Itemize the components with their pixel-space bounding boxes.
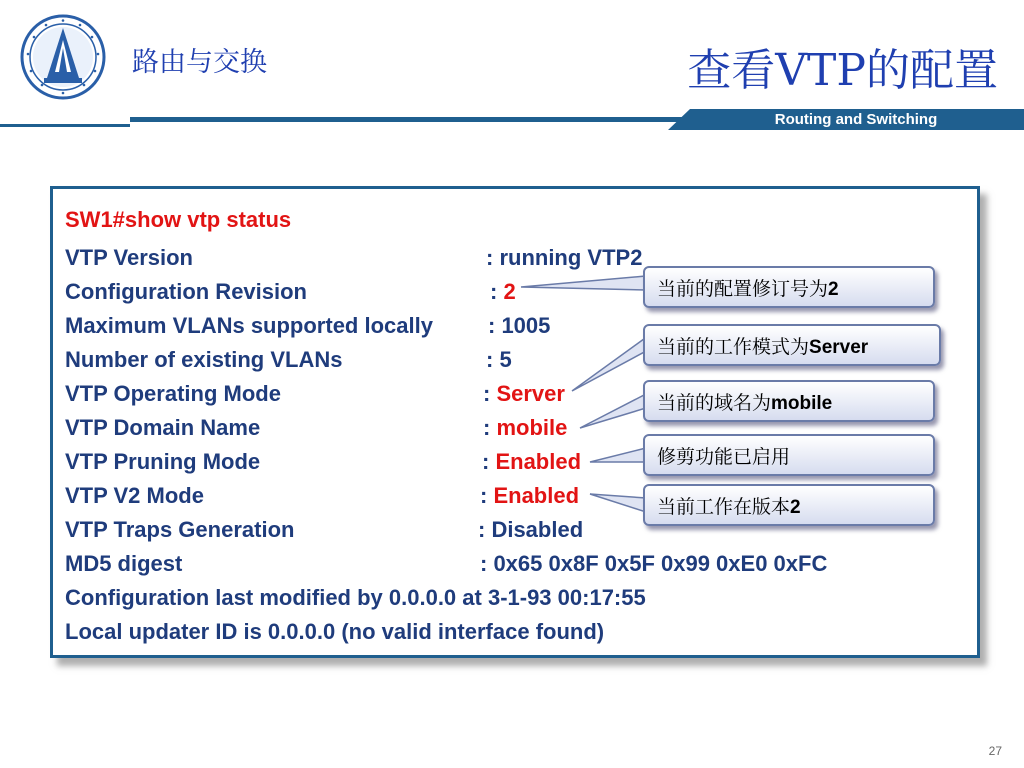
callout-version — [643, 484, 935, 526]
row-separator: : — [482, 449, 496, 474]
row-value: Enabled — [495, 449, 582, 474]
page-number: 27 — [988, 744, 1002, 758]
cli-row — [65, 347, 512, 373]
callout-value: 2 — [828, 279, 839, 300]
cli-row — [65, 551, 828, 577]
cli-row — [65, 279, 516, 305]
row-value: 2 — [503, 279, 516, 304]
slide-title: 查看VTP的配置 — [687, 45, 998, 96]
cli-row — [65, 449, 582, 475]
callout-value: mobile — [771, 393, 833, 414]
row-separator: : — [483, 415, 497, 440]
cli-row — [65, 381, 565, 407]
slide-subtitle: Routing and Switching — [774, 111, 938, 128]
callout-domain-name — [643, 380, 935, 422]
callout-value: Server — [809, 337, 869, 358]
row-value: Server — [496, 381, 565, 406]
course-name: 路由与交换 — [132, 47, 267, 78]
row-label: Number of existing VLANs — [65, 347, 343, 372]
cli-row — [65, 313, 551, 339]
cli-row — [65, 245, 643, 271]
callout-operating-mode — [643, 324, 941, 366]
row-label: VTP V2 Mode — [65, 483, 204, 508]
row-separator: : — [480, 483, 494, 508]
callout-text: 当前工作在版本 — [657, 496, 791, 518]
row-value: : Disabled — [478, 517, 584, 542]
cli-command: SW1#show vtp status — [65, 207, 292, 232]
row-value: : running VTP2 — [486, 245, 643, 270]
row-separator: : — [483, 381, 497, 406]
row-value: : 1005 — [488, 313, 551, 338]
callout-value: 2 — [790, 497, 801, 518]
row-label: Configuration Revision — [65, 279, 307, 304]
row-label: VTP Domain Name — [65, 415, 261, 440]
row-value: : 0x65 0x8F 0x5F 0x99 0xE0 0xFC — [480, 551, 828, 576]
callout-config-revision — [643, 266, 935, 308]
row-label: Maximum VLANs supported locally — [65, 313, 433, 338]
cli-row — [65, 483, 580, 509]
callout-text: 修剪功能已启用 — [657, 446, 791, 468]
cli-row — [65, 415, 568, 441]
row-value: : 5 — [486, 347, 512, 372]
row-label: VTP Operating Mode — [65, 381, 281, 406]
cli-footer-line: Configuration last modified by 0.0.0.0 at 3-1-93 00:17:55 — [65, 585, 646, 610]
row-value: mobile — [496, 415, 568, 440]
row-label: VTP Version — [65, 245, 193, 270]
cli-footer-line: Local updater ID is 0.0.0.0 (no valid interface found) — [65, 619, 605, 644]
callout-text: 当前的工作模式为 — [657, 336, 810, 358]
row-label: VTP Pruning Mode — [65, 449, 261, 474]
cli-row — [65, 517, 584, 543]
row-separator: : — [490, 279, 504, 304]
callout-text: 当前的域名为 — [657, 392, 772, 414]
callout-text: 当前的配置修订号为 — [657, 278, 829, 300]
row-value: Enabled — [493, 483, 580, 508]
callout-pruning — [643, 434, 935, 476]
row-label: VTP Traps Generation — [65, 517, 295, 542]
school-logo — [20, 14, 106, 100]
cli-output-box — [50, 186, 980, 658]
row-label: MD5 digest — [65, 551, 183, 576]
